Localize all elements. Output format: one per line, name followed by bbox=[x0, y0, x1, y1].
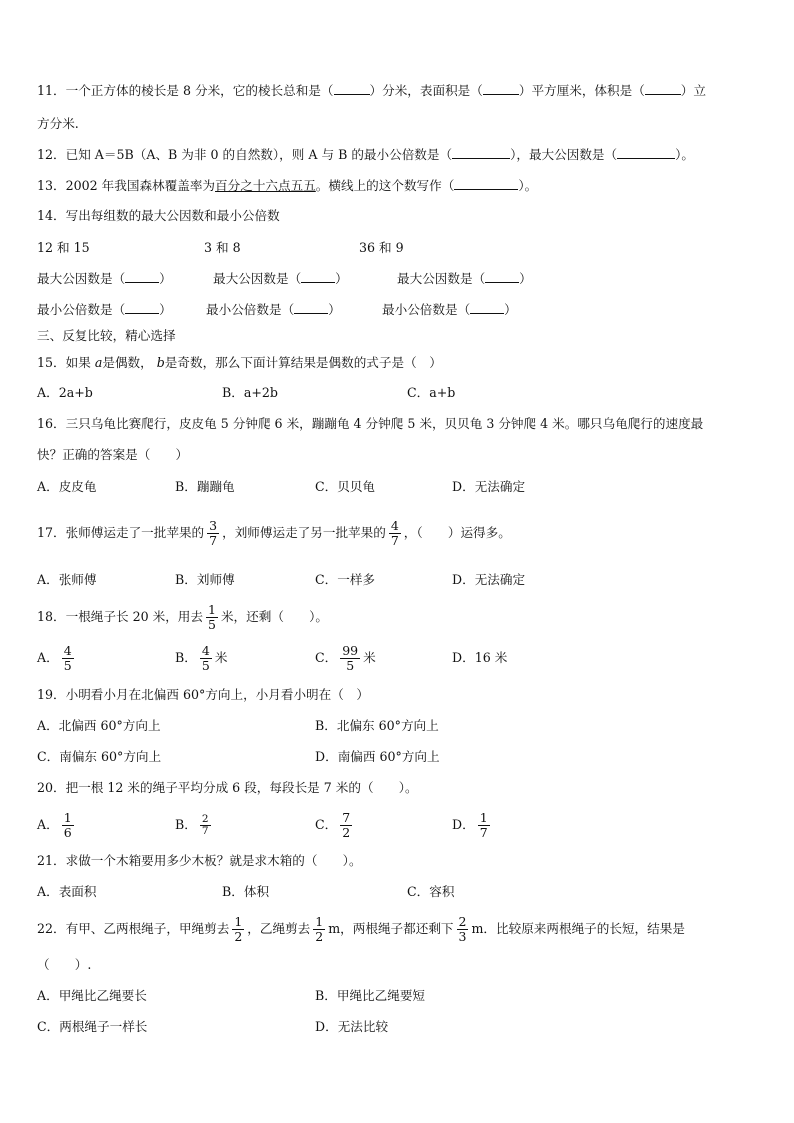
question-19: 19．小明看小月在北偏西 60°方向上，小月看小明在（ ） bbox=[37, 687, 370, 702]
option-d[interactable]: D．无法确定 bbox=[452, 479, 526, 494]
question-11-continued: 方分米. bbox=[37, 116, 79, 131]
option-d[interactable]: D．无法确定 bbox=[452, 572, 526, 587]
option-b[interactable]: B．蹦蹦龟 bbox=[175, 479, 235, 494]
option-a[interactable]: A．张师傅 bbox=[37, 572, 97, 587]
question-12: 12．已知 A＝5B（A、B 为非 0 的自然数），则 A 与 B 的最小公倍数是（ ），最大公因数是（ ）。 bbox=[37, 147, 695, 162]
section-heading: 三、反复比较，精心选择 bbox=[37, 328, 176, 343]
option-c[interactable]: C．两根绳子一样长 bbox=[37, 1019, 148, 1034]
lcm-3: 最小公倍数是（ ） bbox=[382, 302, 517, 317]
option-b[interactable]: B．体积 bbox=[222, 884, 270, 899]
fraction: $\frac{1}{5}$ bbox=[208, 602, 216, 632]
group-2: 3 和 8 bbox=[204, 240, 241, 255]
answer-blank[interactable] bbox=[294, 301, 328, 314]
lcm-2: 最小公倍数是（ ） bbox=[206, 302, 341, 317]
question-15: 15．如果 a是偶数， b是奇数，那么下面计算结果是偶数的式子是（ ） bbox=[37, 355, 442, 370]
option-a[interactable]: A． $\frac{1}{6}$ bbox=[37, 810, 72, 840]
option-c[interactable]: C．一样多 bbox=[315, 572, 376, 587]
underlined-number-words: 百分之十六点五五 bbox=[215, 178, 316, 193]
question-22: 22．有甲、乙两根绳子，甲绳剪去 $\frac{1}{2}$ ，乙绳剪去 $\frac{1}{2}$ m，两根绳子都还剩下 $\frac{2}{3}$ m．比较原来两根绳子的长短，结果是 bbox=[37, 914, 685, 944]
answer-blank[interactable] bbox=[645, 82, 681, 95]
question-11: 11．一个正方体的棱长是 8 分米，它的棱长总和是（ ）分米，表面积是（ ）平方厘米，体积是（ ）立 bbox=[37, 83, 706, 98]
option-c[interactable]: C．南偏东 60°方向上 bbox=[37, 749, 162, 764]
answer-blank[interactable] bbox=[301, 270, 335, 283]
option-a[interactable]: A． $\frac{4}{5}$ bbox=[37, 643, 72, 673]
option-a[interactable]: A．2a+b bbox=[37, 385, 93, 400]
question-18-options bbox=[37, 641, 764, 677]
question-21: 21．求做一个木箱要用多少木板？就是求木箱的（ ）。 bbox=[37, 853, 362, 868]
gcd-2: 最大公因数是（ ） bbox=[213, 271, 348, 286]
gcd-1: 最大公因数是（ ） bbox=[37, 271, 172, 286]
option-b[interactable]: B． $\frac{2}{7}$ bbox=[175, 813, 209, 837]
answer-blank[interactable] bbox=[125, 270, 159, 283]
fraction: $\frac{2}{3}$ bbox=[458, 914, 467, 944]
option-c[interactable]: C．贝贝龟 bbox=[315, 479, 376, 494]
option-c[interactable]: C．a+b bbox=[407, 385, 456, 400]
answer-blank[interactable] bbox=[483, 82, 519, 95]
answer-blank[interactable] bbox=[452, 146, 510, 159]
option-b[interactable]: B．甲绳比乙绳要短 bbox=[315, 988, 426, 1003]
option-d[interactable]: D．南偏西 60°方向上 bbox=[315, 749, 440, 764]
option-c[interactable]: C．容积 bbox=[407, 884, 455, 899]
option-d[interactable]: D．无法比较 bbox=[315, 1019, 389, 1034]
option-a[interactable]: A．皮皮龟 bbox=[37, 479, 97, 494]
option-b[interactable]: B．北偏东 60°方向上 bbox=[315, 718, 439, 733]
option-b[interactable]: B．a+2b bbox=[222, 385, 278, 400]
option-a[interactable]: A．甲绳比乙绳要长 bbox=[37, 988, 147, 1003]
fraction: $\frac{1}{2}$ bbox=[315, 914, 324, 944]
answer-blank[interactable] bbox=[470, 301, 504, 314]
question-13: 13．2002 年我国森林覆盖率为百分之十六点五五。横线上的这个数写作（ ）。 bbox=[37, 178, 538, 193]
group-3: 36 和 9 bbox=[359, 240, 404, 255]
option-d[interactable]: D．16 米 bbox=[452, 650, 508, 665]
question-20: 20．把一根 12 米的绳子平均分成 6 段，每段长是 7 米的（ ）。 bbox=[37, 780, 418, 795]
question-17: 17．张师傅运走了一批苹果的 $\frac{3}{7}$ ，刘师傅运走了另一批苹果的 $\frac{4}{7}$ ，（ ）运得多。 bbox=[37, 518, 511, 548]
option-b[interactable]: B．刘师傅 bbox=[175, 572, 235, 587]
lcm-1: 最小公倍数是（ ） bbox=[37, 302, 172, 317]
option-c[interactable]: C． $\frac{99}{5}$ 米 bbox=[315, 643, 376, 673]
question-14-stem: 14．写出每组数的最大公因数和最小公倍数 bbox=[37, 208, 280, 223]
question-20-options bbox=[37, 808, 764, 844]
option-a[interactable]: A．北偏西 60°方向上 bbox=[37, 718, 161, 733]
answer-blank[interactable] bbox=[485, 270, 519, 283]
answer-blank[interactable] bbox=[617, 146, 675, 159]
question-22-line2: （ ）. bbox=[37, 957, 92, 972]
option-d[interactable]: D． $\frac{1}{7}$ bbox=[452, 810, 488, 840]
option-c[interactable]: C． $\frac{7}{2}$ bbox=[315, 810, 351, 840]
answer-blank[interactable] bbox=[125, 301, 159, 314]
group-1: 12 和 15 bbox=[37, 240, 90, 255]
gcd-3: 最大公因数是（ ） bbox=[397, 271, 532, 286]
question-16-line1: 16．三只乌龟比赛爬行，皮皮龟 5 分钟爬 6 米，蹦蹦龟 4 分钟爬 5 米，贝贝龟 3 分钟爬 4 米。哪只乌龟爬行的速度最 bbox=[37, 416, 704, 431]
option-a[interactable]: A．表面积 bbox=[37, 884, 97, 899]
fraction: $\frac{1}{2}$ bbox=[234, 914, 243, 944]
question-16-line2: 快？正确的答案是（ ） bbox=[37, 447, 189, 462]
answer-blank[interactable] bbox=[334, 82, 370, 95]
option-b[interactable]: B． $\frac{4}{5}$ 米 bbox=[175, 643, 228, 673]
fraction: $\frac{3}{7}$ bbox=[209, 518, 218, 548]
fraction: $\frac{4}{7}$ bbox=[390, 518, 399, 548]
question-18: 18．一根绳子长 20 米，用去 $\frac{1}{5}$ 米，还剩（ ）。 bbox=[37, 602, 328, 632]
answer-blank[interactable] bbox=[454, 177, 518, 190]
